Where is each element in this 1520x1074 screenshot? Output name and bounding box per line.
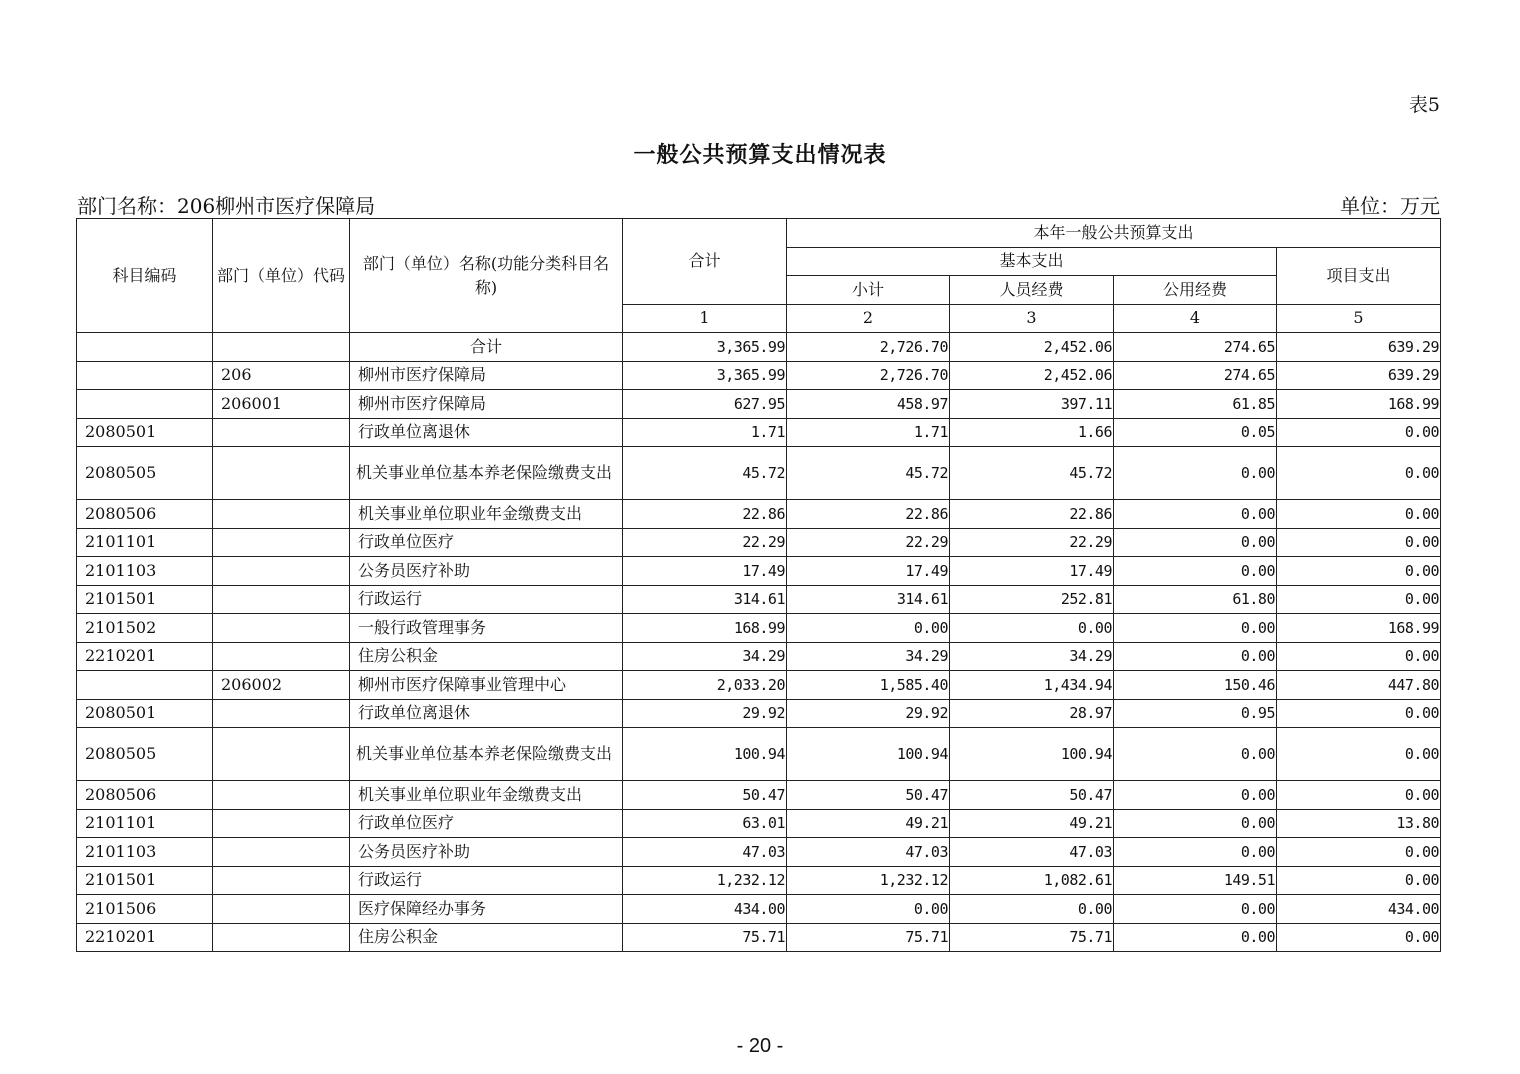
row-name: 公务员医疗补助 (350, 838, 623, 867)
row-code: 2101506 (77, 895, 213, 924)
table-row (77, 333, 1441, 362)
row-value-1: 314.61 (623, 585, 787, 614)
row-value-1: 63.01 (623, 809, 787, 838)
page-number: - 20 - (736, 1035, 784, 1057)
row-value-5: 168.99 (1277, 390, 1441, 419)
row-value-2: 49.21 (787, 809, 950, 838)
row-code: 2080506 (77, 781, 213, 810)
row-name: 行政单位离退休 (350, 699, 623, 728)
row-value-1: 1.71 (623, 418, 787, 447)
row-value-4: 0.00 (1114, 895, 1277, 924)
table-row (77, 447, 1441, 500)
row-value-3: 17.49 (950, 557, 1114, 586)
row-value-3: 50.47 (950, 781, 1114, 810)
row-value-1: 75.71 (623, 923, 787, 952)
table-row (77, 418, 1441, 447)
table-row (77, 528, 1441, 557)
row-value-4: 0.05 (1114, 418, 1277, 447)
row-value-1: 17.49 (623, 557, 787, 586)
header-index-5: 5 (1277, 304, 1441, 333)
row-value-4: 0.95 (1114, 699, 1277, 728)
row-code: 2080505 (77, 447, 213, 500)
header-personnel: 人员经费 (950, 276, 1114, 305)
row-value-2: 0.00 (787, 895, 950, 924)
row-value-1: 3,365.99 (623, 333, 787, 362)
row-code: 2210201 (77, 642, 213, 671)
budget-table (76, 218, 1441, 952)
row-dept-code (213, 418, 350, 447)
row-code: 2101501 (77, 866, 213, 895)
row-value-5: 168.99 (1277, 614, 1441, 643)
row-value-5: 0.00 (1277, 699, 1441, 728)
table-row (77, 361, 1441, 390)
table-row (77, 809, 1441, 838)
row-value-3: 34.29 (950, 642, 1114, 671)
row-value-4: 0.00 (1114, 838, 1277, 867)
row-code: 2101101 (77, 528, 213, 557)
row-value-1: 168.99 (623, 614, 787, 643)
row-name: 机关事业单位基本养老保险缴费支出 (350, 447, 623, 500)
row-dept-code (213, 923, 350, 952)
row-value-3: 1.66 (950, 418, 1114, 447)
row-dept-code (213, 781, 350, 810)
header-code: 科目编码 (77, 219, 213, 333)
row-dept-code: 206002 (213, 671, 350, 700)
row-value-5: 0.00 (1277, 528, 1441, 557)
row-value-5: 639.29 (1277, 333, 1441, 362)
row-value-3: 0.00 (950, 614, 1114, 643)
header-index-1: 1 (623, 304, 787, 333)
row-value-5: 639.29 (1277, 361, 1441, 390)
row-name: 柳州市医疗保障事业管理中心 (350, 671, 623, 700)
row-code: 2080505 (77, 728, 213, 781)
header-budget-group: 本年一般公共预算支出 (787, 219, 1441, 248)
row-dept-code (213, 585, 350, 614)
row-value-5: 0.00 (1277, 585, 1441, 614)
header-project: 项目支出 (1277, 247, 1441, 304)
header-index-2: 2 (787, 304, 950, 333)
header-index-4: 4 (1114, 304, 1277, 333)
header-index-3: 3 (950, 304, 1114, 333)
row-value-2: 2,726.70 (787, 361, 950, 390)
row-code: 2210201 (77, 923, 213, 952)
row-value-2: 45.72 (787, 447, 950, 500)
row-dept-code (213, 866, 350, 895)
table-number: 表5 (1408, 94, 1440, 116)
row-value-4: 0.00 (1114, 447, 1277, 500)
row-value-3: 75.71 (950, 923, 1114, 952)
row-dept-code (213, 642, 350, 671)
row-value-5: 0.00 (1277, 781, 1441, 810)
header-dept-code: 部门（单位）代码 (213, 219, 350, 333)
table-row (77, 781, 1441, 810)
row-value-4: 150.46 (1114, 671, 1277, 700)
row-dept-code (213, 447, 350, 500)
table-row (77, 557, 1441, 586)
row-value-2: 34.29 (787, 642, 950, 671)
row-value-3: 45.72 (950, 447, 1114, 500)
table-row (77, 838, 1441, 867)
row-value-5: 0.00 (1277, 447, 1441, 500)
table-row (77, 866, 1441, 895)
row-value-2: 22.29 (787, 528, 950, 557)
row-value-4: 0.00 (1114, 500, 1277, 529)
row-value-4: 0.00 (1114, 809, 1277, 838)
row-value-2: 314.61 (787, 585, 950, 614)
row-value-4: 61.85 (1114, 390, 1277, 419)
row-value-2: 1,585.40 (787, 671, 950, 700)
table-row (77, 699, 1441, 728)
row-code (77, 671, 213, 700)
row-name: 合计 (350, 333, 623, 362)
row-dept-code (213, 528, 350, 557)
row-value-1: 47.03 (623, 838, 787, 867)
row-name: 机关事业单位职业年金缴费支出 (350, 500, 623, 529)
row-name: 住房公积金 (350, 923, 623, 952)
row-value-1: 434.00 (623, 895, 787, 924)
row-value-4: 274.65 (1114, 361, 1277, 390)
row-value-2: 2,726.70 (787, 333, 950, 362)
row-dept-code (213, 809, 350, 838)
row-dept-code (213, 895, 350, 924)
row-dept-code (213, 500, 350, 529)
row-value-1: 2,033.20 (623, 671, 787, 700)
row-value-2: 50.47 (787, 781, 950, 810)
row-value-1: 50.47 (623, 781, 787, 810)
row-value-1: 3,365.99 (623, 361, 787, 390)
header-basic-group: 基本支出 (787, 247, 1277, 276)
row-value-2: 17.49 (787, 557, 950, 586)
row-dept-code (213, 333, 350, 362)
row-value-5: 0.00 (1277, 838, 1441, 867)
row-dept-code: 206001 (213, 390, 350, 419)
row-name: 行政单位医疗 (350, 809, 623, 838)
row-name: 柳州市医疗保障局 (350, 361, 623, 390)
row-value-5: 0.00 (1277, 728, 1441, 781)
row-name: 公务员医疗补助 (350, 557, 623, 586)
page-title: 一般公共预算支出情况表 (633, 142, 887, 168)
row-name: 住房公积金 (350, 642, 623, 671)
table-row (77, 500, 1441, 529)
row-value-3: 100.94 (950, 728, 1114, 781)
row-name: 柳州市医疗保障局 (350, 390, 623, 419)
table-row (77, 390, 1441, 419)
header-total: 合计 (623, 219, 787, 305)
row-code: 2080501 (77, 699, 213, 728)
row-dept-code (213, 838, 350, 867)
table-row (77, 728, 1441, 781)
row-dept-code (213, 699, 350, 728)
row-dept-code (213, 728, 350, 781)
table-row (77, 642, 1441, 671)
row-code: 2080501 (77, 418, 213, 447)
row-value-5: 0.00 (1277, 557, 1441, 586)
row-code (77, 361, 213, 390)
row-value-1: 627.95 (623, 390, 787, 419)
row-code (77, 333, 213, 362)
row-value-2: 458.97 (787, 390, 950, 419)
row-dept-code: 206 (213, 361, 350, 390)
row-name: 行政单位离退休 (350, 418, 623, 447)
row-value-1: 1,232.12 (623, 866, 787, 895)
row-value-2: 22.86 (787, 500, 950, 529)
row-code: 2101501 (77, 585, 213, 614)
row-code: 2101101 (77, 809, 213, 838)
table-body (77, 333, 1441, 952)
row-name: 一般行政管理事务 (350, 614, 623, 643)
header-subtotal: 小计 (787, 276, 950, 305)
row-value-4: 274.65 (1114, 333, 1277, 362)
row-value-2: 75.71 (787, 923, 950, 952)
row-value-3: 49.21 (950, 809, 1114, 838)
row-value-5: 0.00 (1277, 866, 1441, 895)
unit-label: 单位：万元 (1340, 194, 1440, 218)
row-dept-code (213, 557, 350, 586)
row-value-5: 0.00 (1277, 923, 1441, 952)
row-name: 医疗保障经办事务 (350, 895, 623, 924)
row-value-3: 252.81 (950, 585, 1114, 614)
row-code: 2101103 (77, 838, 213, 867)
row-name: 行政运行 (350, 866, 623, 895)
row-value-4: 0.00 (1114, 923, 1277, 952)
row-value-4: 61.80 (1114, 585, 1277, 614)
row-name: 行政运行 (350, 585, 623, 614)
row-value-1: 29.92 (623, 699, 787, 728)
row-value-4: 0.00 (1114, 642, 1277, 671)
row-value-3: 2,452.06 (950, 333, 1114, 362)
row-value-2: 100.94 (787, 728, 950, 781)
row-value-2: 1,232.12 (787, 866, 950, 895)
row-name: 机关事业单位职业年金缴费支出 (350, 781, 623, 810)
row-value-5: 0.00 (1277, 500, 1441, 529)
table-row (77, 671, 1441, 700)
row-value-4: 0.00 (1114, 528, 1277, 557)
row-value-5: 13.80 (1277, 809, 1441, 838)
row-value-5: 0.00 (1277, 642, 1441, 671)
row-value-4: 149.51 (1114, 866, 1277, 895)
row-value-1: 22.29 (623, 528, 787, 557)
header-public: 公用经费 (1114, 276, 1277, 305)
row-name: 机关事业单位基本养老保险缴费支出 (350, 728, 623, 781)
row-name: 行政单位医疗 (350, 528, 623, 557)
row-value-5: 447.80 (1277, 671, 1441, 700)
row-code: 2101103 (77, 557, 213, 586)
header-dept-name: 部门（单位）名称(功能分类科目名称) (350, 219, 623, 333)
row-value-2: 47.03 (787, 838, 950, 867)
table-row (77, 895, 1441, 924)
row-value-3: 2,452.06 (950, 361, 1114, 390)
table-row (77, 923, 1441, 952)
row-value-1: 100.94 (623, 728, 787, 781)
row-value-3: 1,082.61 (950, 866, 1114, 895)
row-code: 2080506 (77, 500, 213, 529)
row-value-2: 0.00 (787, 614, 950, 643)
row-value-1: 34.29 (623, 642, 787, 671)
row-value-4: 0.00 (1114, 557, 1277, 586)
row-value-3: 28.97 (950, 699, 1114, 728)
row-value-3: 1,434.94 (950, 671, 1114, 700)
row-value-3: 397.11 (950, 390, 1114, 419)
row-value-4: 0.00 (1114, 728, 1277, 781)
row-code: 2101502 (77, 614, 213, 643)
row-value-5: 0.00 (1277, 418, 1441, 447)
row-dept-code (213, 614, 350, 643)
row-value-1: 22.86 (623, 500, 787, 529)
row-value-1: 45.72 (623, 447, 787, 500)
row-value-3: 47.03 (950, 838, 1114, 867)
row-value-5: 434.00 (1277, 895, 1441, 924)
department-label: 部门名称：206柳州市医疗保障局 (77, 194, 376, 218)
row-value-4: 0.00 (1114, 781, 1277, 810)
row-value-2: 29.92 (787, 699, 950, 728)
row-value-4: 0.00 (1114, 614, 1277, 643)
row-value-3: 0.00 (950, 895, 1114, 924)
row-value-2: 1.71 (787, 418, 950, 447)
table-row (77, 614, 1441, 643)
row-value-3: 22.86 (950, 500, 1114, 529)
row-code (77, 390, 213, 419)
row-value-3: 22.29 (950, 528, 1114, 557)
table-row (77, 585, 1441, 614)
